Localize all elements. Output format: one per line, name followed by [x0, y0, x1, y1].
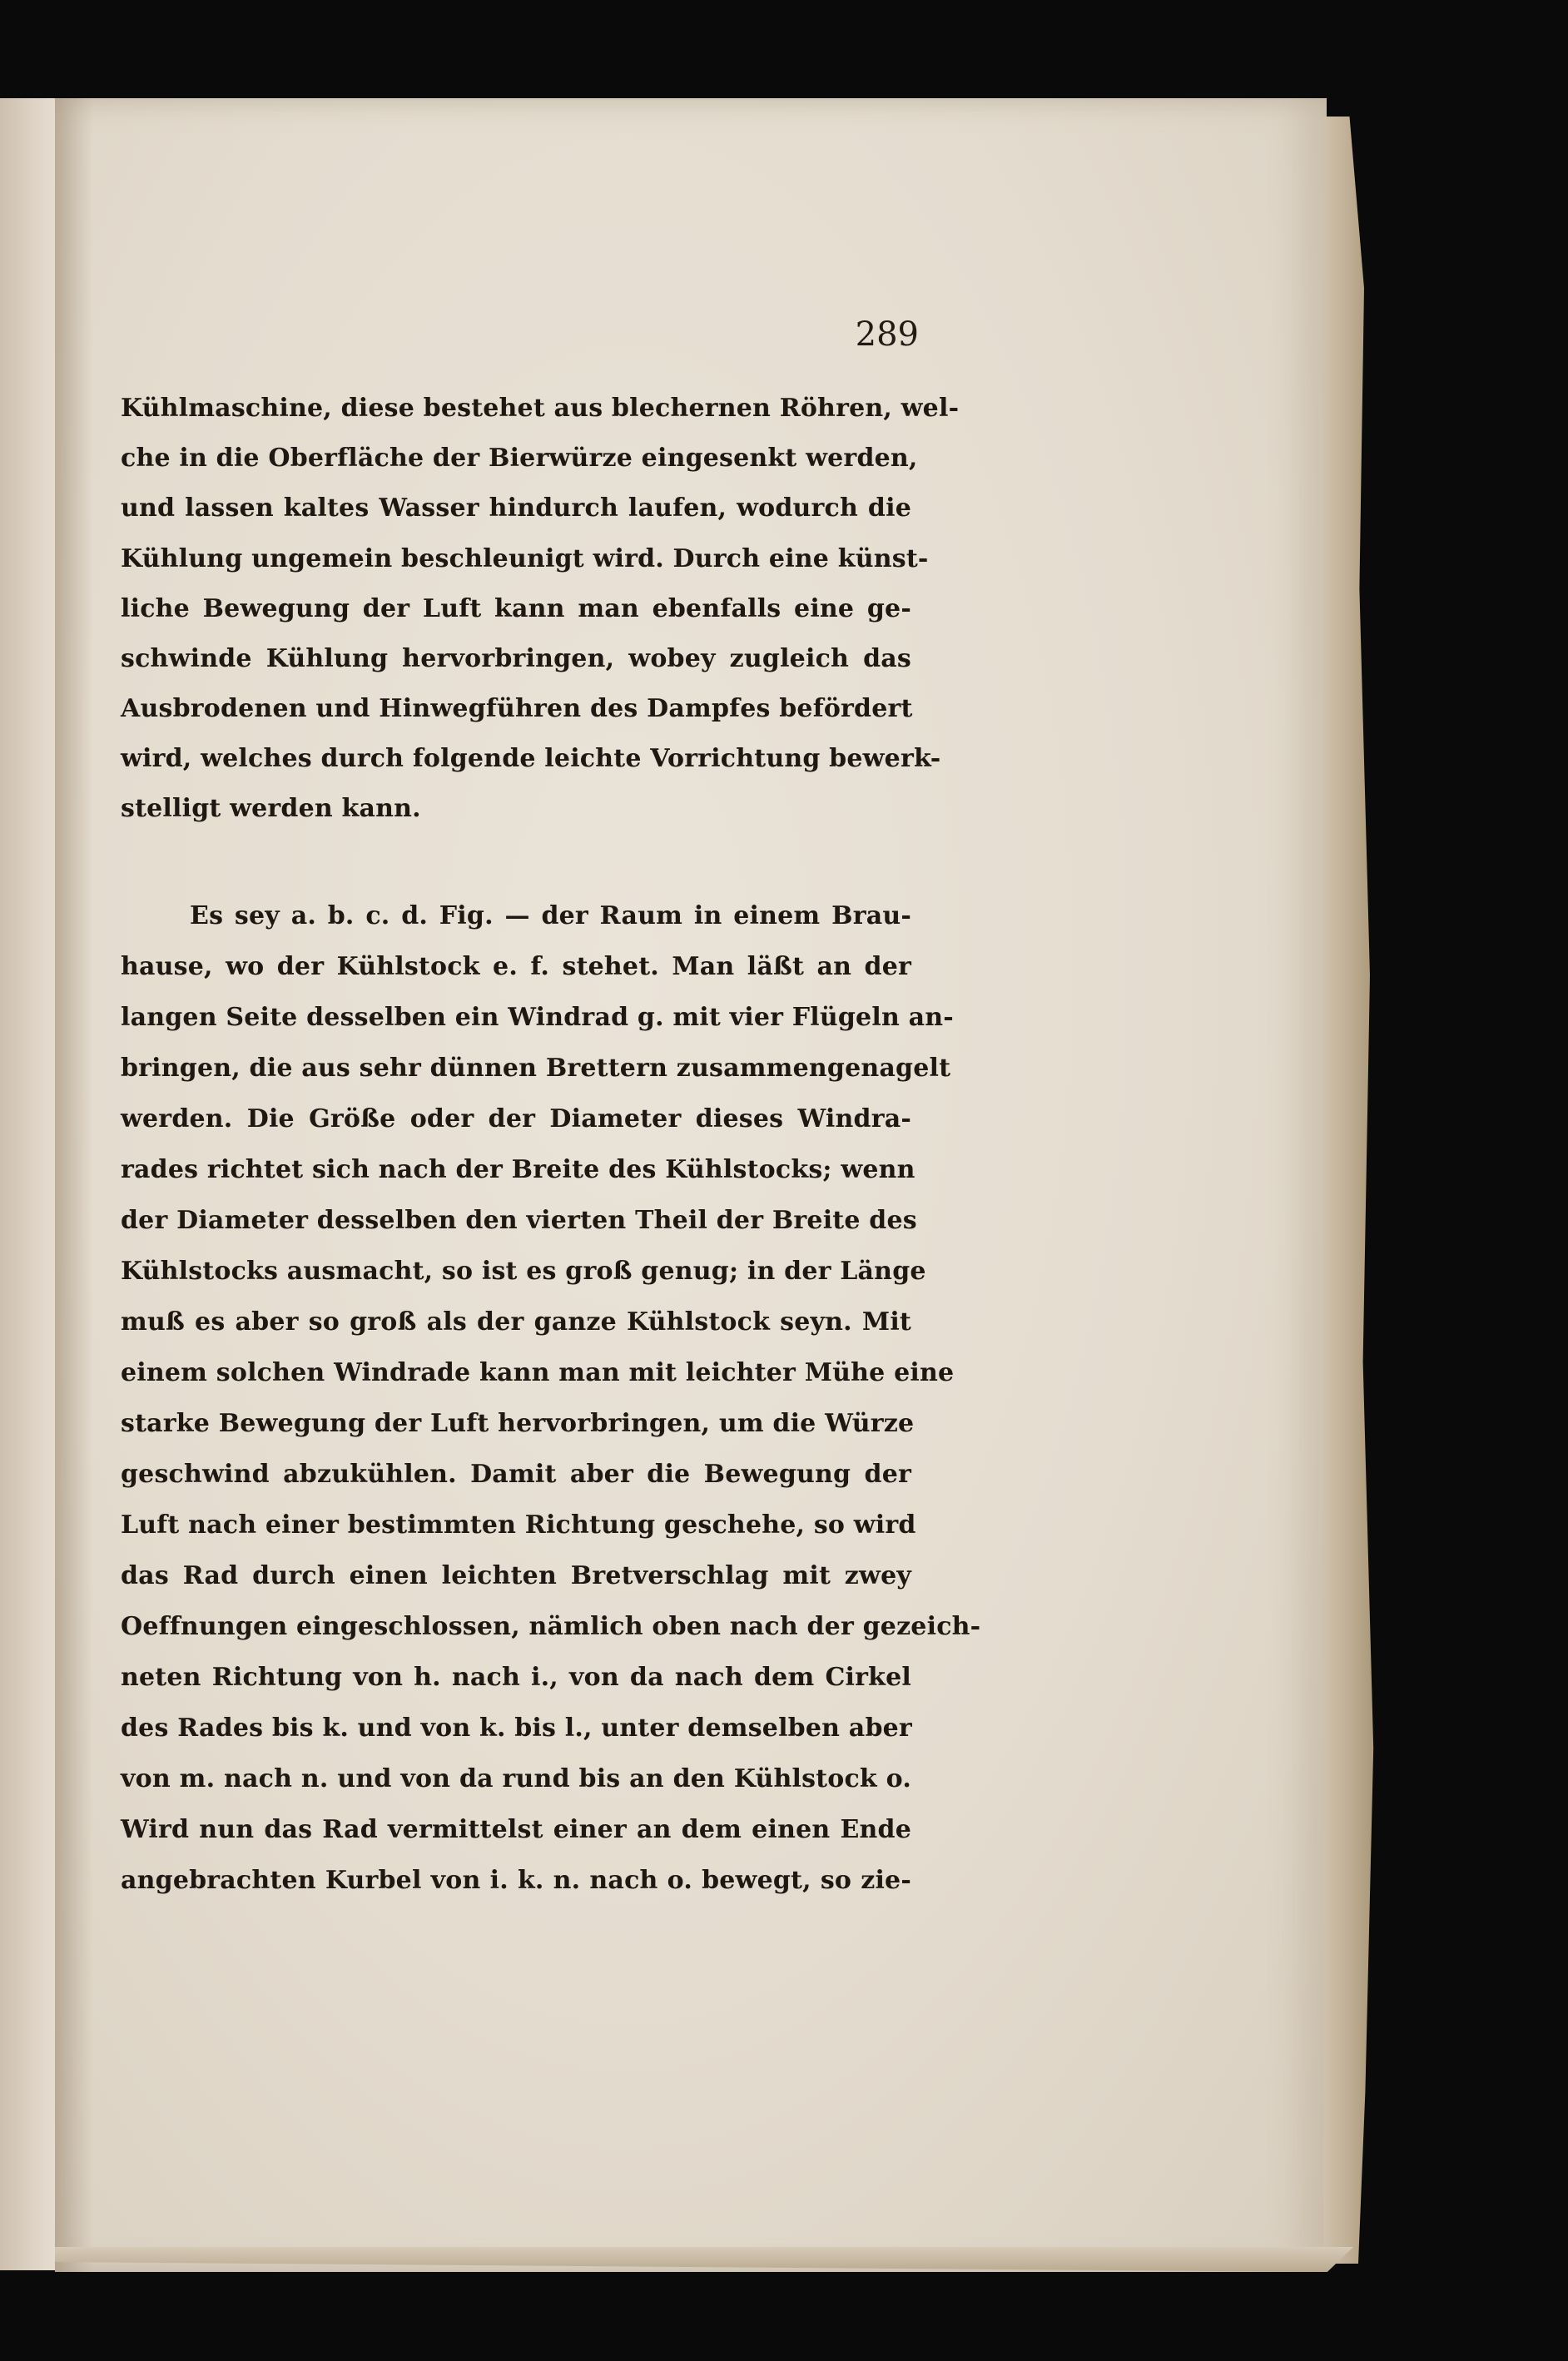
text-line: wird, welches durch folgende leichte Vorrichtung bewerk-	[121, 744, 941, 773]
text-line: Kühlung ungemein beschleunigt wird. Durch eine künst-	[121, 544, 929, 573]
text-line: che in die Oberfläche der Bierwürze eingesenkt werden,	[121, 444, 918, 473]
text-line: werden. Die Größe oder der Diameter dieses Windra-	[121, 1104, 911, 1133]
text-line: muß es aber so groß als der ganze Kühlstock seyn. Mit	[121, 1307, 911, 1337]
text-line: der Diameter desselben den vierten Theil der Breite des	[121, 1206, 917, 1235]
page-edge-right	[1323, 117, 1382, 2264]
text-line: liche Bewegung der Luft kann man ebenfalls eine ge-	[121, 594, 911, 623]
text-line: stelligt werden kann.	[121, 794, 421, 823]
text-line: des Rades bis k. und von k. bis l., unter demselben aber	[121, 1714, 912, 1743]
text-line: langen Seite desselben ein Windrad g. mit vier Flügeln an-	[121, 1003, 954, 1032]
text-line: Kühlmaschine, diese bestehet aus blechernen Röhren, wel-	[121, 394, 960, 423]
text-line: bringen, die aus sehr dünnen Brettern zusammengenagelt	[121, 1054, 951, 1083]
text-line: geschwind abzukühlen. Damit aber die Bewegung der	[121, 1460, 911, 1489]
facing-page-edge	[0, 98, 55, 2270]
text-line: hause, wo der Kühlstock e. f. stehet. Man läßt an der	[121, 952, 911, 981]
page-number: 289	[855, 315, 919, 354]
text-line: rades richtet sich nach der Breite des Kühlstocks; wenn	[121, 1155, 915, 1184]
text-line: Es sey a. b. c. d. Fig. — der Raum in einem Brau-	[190, 901, 911, 930]
text-line: und lassen kaltes Wasser hindurch laufen, wodurch die	[121, 494, 911, 523]
text-line: das Rad durch einen leichten Bretverschlag mit zwey	[121, 1561, 911, 1590]
text-line: Luft nach einer bestimmten Richtung geschehe, so wird	[121, 1510, 916, 1540]
text-line: einem solchen Windrade kann man mit leichter Mühe eine	[121, 1358, 955, 1387]
text-line: von m. nach n. und von da rund bis an den Kühlstock o.	[121, 1764, 911, 1793]
text-line: starke Bewegung der Luft hervorbringen, um die Würze	[121, 1409, 915, 1438]
text-line: Ausbrodenen und Hinwegführen des Dampfes befördert	[121, 694, 913, 723]
gutter-shadow	[55, 98, 93, 2272]
text-line: neten Richtung von h. nach i., von da nach dem Cirkel	[121, 1663, 911, 1692]
text-line: Wird nun das Rad vermittelst einer an dem einen Ende	[121, 1815, 911, 1844]
text-line: Oeffnungen eingeschlossen, nämlich oben nach der gezeich-	[121, 1612, 981, 1641]
text-line: angebrachten Kurbel von i. k. n. nach o. bewegt, so zie-	[121, 1866, 911, 1895]
text-line: schwinde Kühlung hervorbringen, wobey zugleich das	[121, 644, 911, 673]
text-line: Kühlstocks ausmacht, so ist es groß genug; in der Länge	[121, 1257, 926, 1286]
